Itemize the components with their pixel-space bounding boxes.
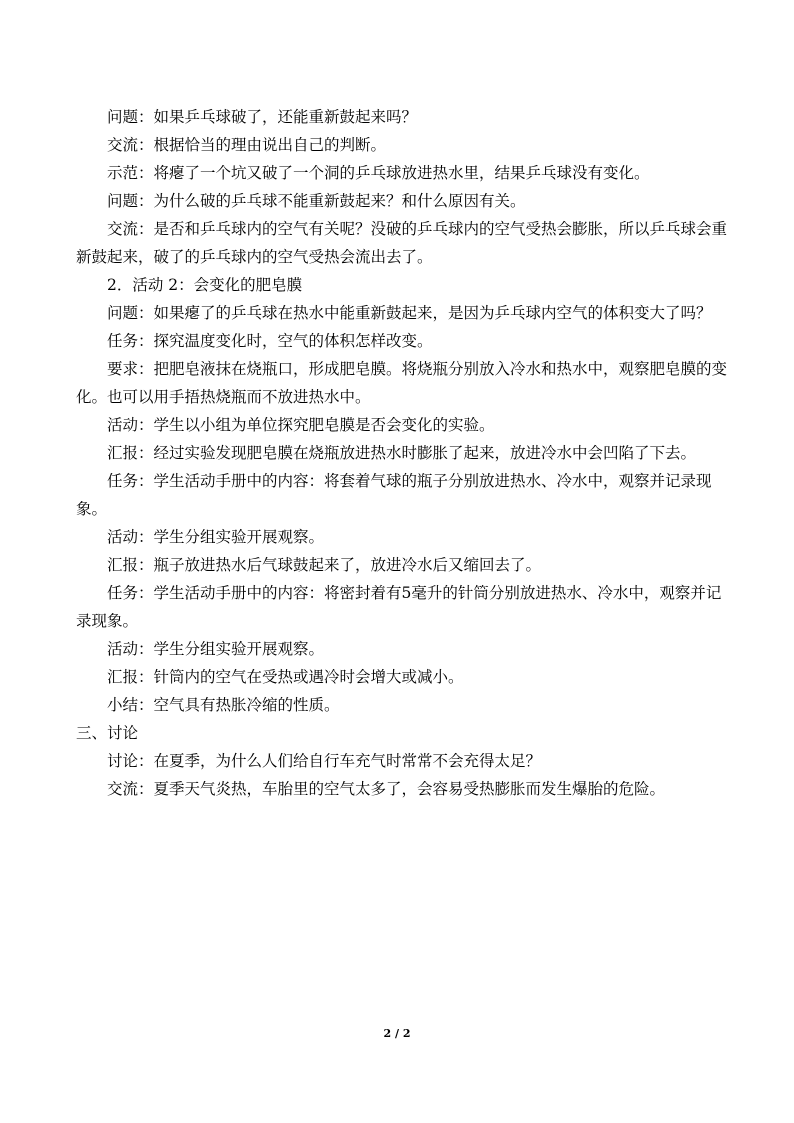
- paragraph: 任务：学生活动手册中的内容：将套着气球的瓶子分别放进热水、冷水中，观察并记录现象。: [76, 472, 712, 518]
- paragraph: 要求：把肥皂液抹在烧瓶口，形成肥皂膜。将烧瓶分别放入冷水和热水中，观察肥皂膜的变化。也可以用手捂热烧瓶而不放进热水中。: [76, 360, 728, 406]
- paragraph: 示范：将瘪了一个坑又破了一个洞的乒乓球放进热水里，结果乒乓球没有变化。: [107, 164, 650, 182]
- paragraph: 任务：探究温度变化时，空气的体积怎样改变。: [107, 332, 433, 350]
- paragraph: 汇报：经过实验发现肥皂膜在烧瓶放进热水时膨胀了起来，放进冷水中会凹陷了下去。: [107, 444, 697, 462]
- section-heading: 三、讨论: [76, 724, 139, 742]
- paragraph: 问题：如果乒乓球破了，还能重新鼓起来吗？: [107, 108, 418, 126]
- document-body: [76, 103, 728, 803]
- paragraph: 活动：学生分组实验开展观察。: [107, 640, 325, 658]
- page-number: 2 / 2: [383, 1027, 411, 1040]
- paragraph: 交流：根据恰当的理由说出自己的判断。: [107, 136, 387, 154]
- paragraph: 问题：如果瘪了的乒乓球在热水中能重新鼓起来，是因为乒乓球内空气的体积变大了吗？: [107, 304, 712, 322]
- paragraph: 交流：是否和乒乓球内的空气有关呢？没破的乒乓球内的空气受热会膨胀，所以乒乓球会重新鼓起来，破了的乒乓球内的空气受热会流出去了。: [76, 220, 728, 266]
- paragraph: 交流：夏季天气炎热，车胎里的空气太多了，会容易受热膨胀而发生爆胎的危险。: [107, 780, 666, 798]
- section-subheading: 2．活动 2：会变化的肥皂膜: [107, 276, 303, 294]
- paragraph: 小结：空气具有热胀冷缩的性质。: [107, 696, 340, 714]
- paragraph: 汇报：瓶子放进热水后气球鼓起来了，放进冷水后又缩回去了。: [107, 556, 542, 574]
- paragraph: 活动：学生以小组为单位探究肥皂膜是否会变化的实验。: [107, 416, 495, 434]
- paragraph: 任务：学生活动手册中的内容：将密封着有5毫升的针筒分别放进热水、冷水中，观察并记录现象。: [76, 584, 722, 630]
- paragraph: 汇报：针筒内的空气在受热或遇冷时会增大或减小。: [107, 668, 464, 686]
- paragraph: 讨论：在夏季，为什么人们给自行车充气时常常不会充得太足？: [107, 752, 542, 770]
- paragraph: 问题：为什么破的乒乓球不能重新鼓起来？和什么原因有关。: [107, 192, 526, 210]
- paragraph: 活动：学生分组实验开展观察。: [107, 528, 325, 546]
